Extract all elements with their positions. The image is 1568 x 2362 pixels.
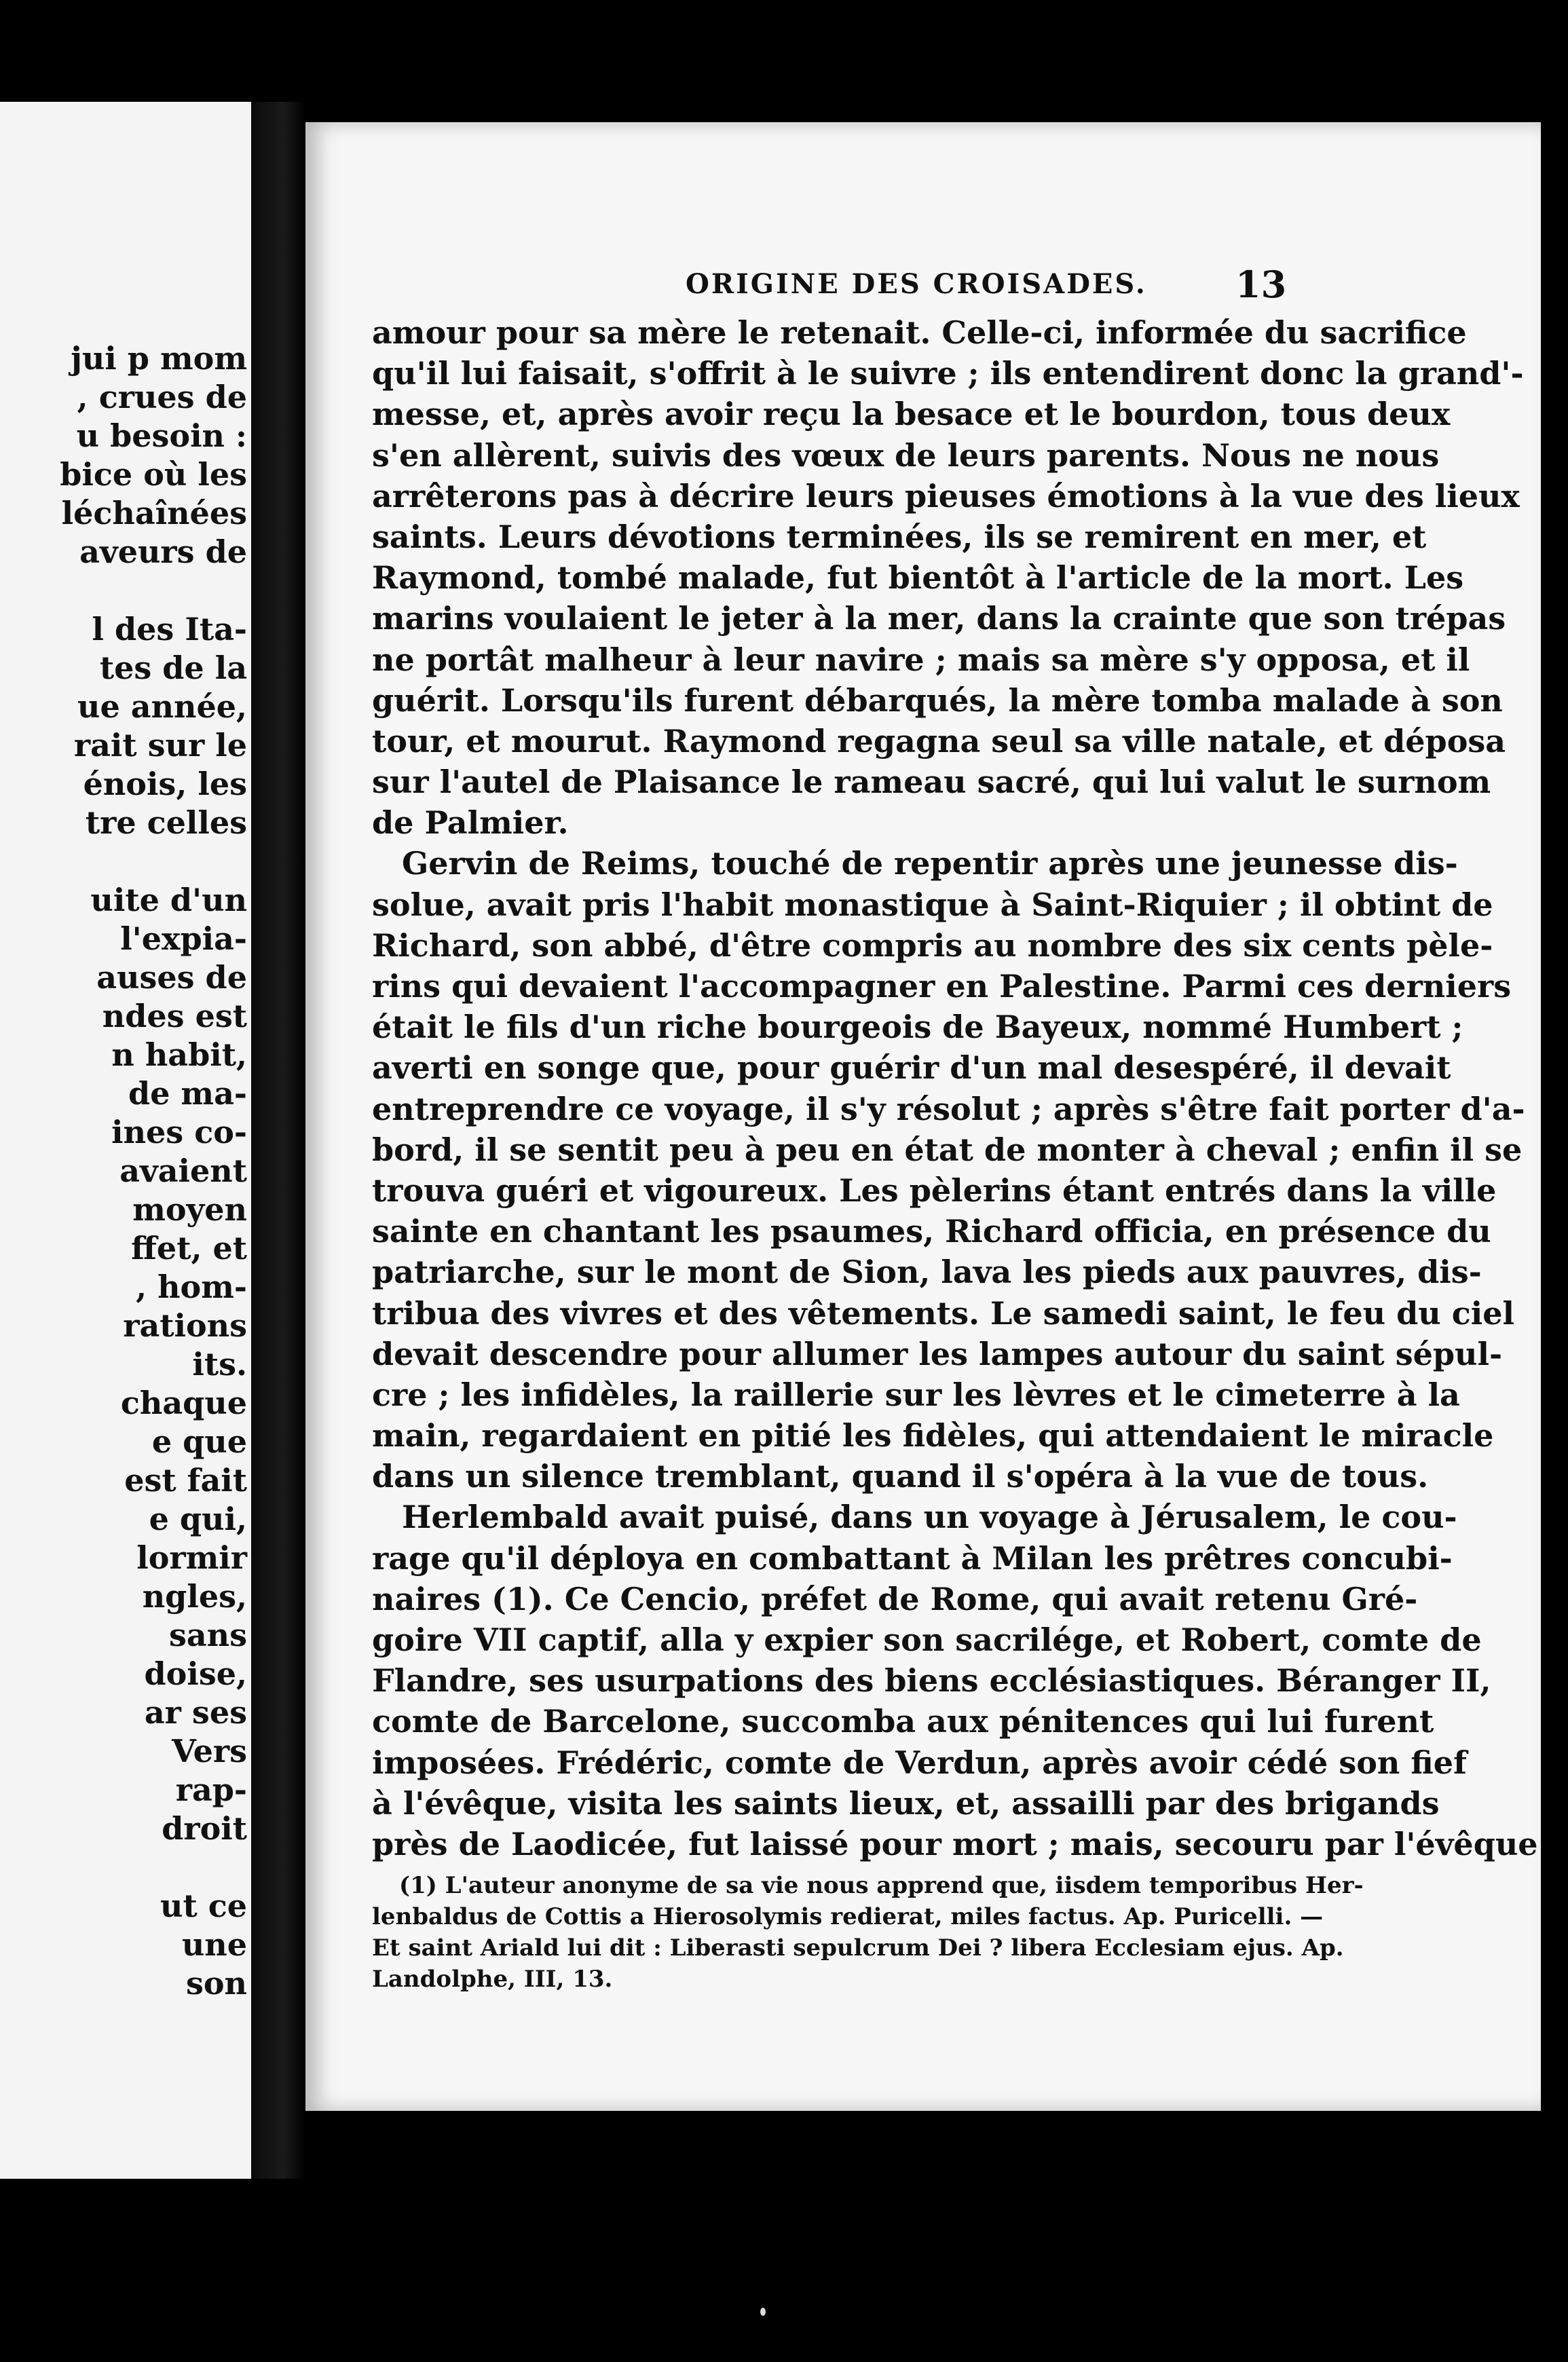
footnote-line: Et saint Ariald lui dit : Liberasti sepulcrum Dei ? libera Ecclesiam ejus. Ap. — [372, 1934, 1344, 1962]
facing-line: ar ses — [144, 1694, 247, 1731]
book-gutter — [251, 102, 305, 2179]
facing-line: ut ce — [160, 1888, 247, 1924]
text-line: tribua des vivres et des vêtements. Le samedi saint, le feu du ciel — [372, 1294, 1514, 1332]
facing-line: uite d'un — [90, 882, 247, 918]
text-line: bord, il se sentit peu à peu en état de monter à cheval ; enfin il se — [372, 1131, 1523, 1168]
facing-line: est fait — [124, 1462, 247, 1499]
text-line: goire VII captif, alla y expier son sacrilége, et Robert, comte de — [372, 1621, 1482, 1658]
facing-line: doise, — [144, 1655, 247, 1692]
facing-page — [0, 102, 251, 2179]
facing-line: énois, les — [83, 766, 247, 802]
facing-line: de ma- — [128, 1075, 247, 1112]
page-number: 13 — [1235, 263, 1287, 306]
facing-line: , crues de — [77, 379, 247, 415]
text-line: à l'évêque, visita les saints lieux, et, assailli par des brigands — [372, 1784, 1440, 1822]
footnote-line: Landolphe, III, 13. — [372, 1966, 613, 1993]
facing-line: , hom- — [136, 1269, 247, 1305]
facing-line: aveurs de — [79, 533, 247, 570]
text-line: rage qu'il déploya en combattant à Milan les prêtres concubi- — [372, 1539, 1453, 1577]
text-line: s'en allèrent, suivis des vœux de leurs parents. Nous ne nous — [372, 436, 1440, 474]
text-line: près de Laodicée, fut laissé pour mort ; mais, secouru par l'évêque — [372, 1825, 1538, 1862]
facing-line: ngles, — [142, 1578, 247, 1615]
facing-line: son — [185, 1965, 247, 2002]
facing-line: l'expia- — [120, 920, 247, 957]
book-page — [305, 122, 1541, 2111]
scan-speck — [760, 2308, 766, 2316]
facing-line: ndes est — [102, 998, 247, 1034]
facing-line: lormir — [136, 1539, 247, 1576]
facing-line: léchaînées — [61, 495, 247, 531]
body-text — [372, 312, 1538, 1864]
facing-line: n habit, — [111, 1036, 247, 1073]
facing-line — [3, 1848, 247, 1887]
text-line: imposées. Frédéric, comte de Verdun, après avoir cédé son fief — [372, 1744, 1467, 1781]
facing-line: Vers — [172, 1733, 247, 1769]
facing-line: bice où les — [60, 456, 247, 493]
text-line: trouva guéri et vigoureux. Les pèlerins étant entrés dans la ville — [372, 1171, 1497, 1209]
text-line: averti en songe que, pour guérir d'un mal desespéré, il devait — [372, 1049, 1451, 1087]
text-line: naires (1). Ce Cencio, préfet de Rome, qui avait retenu Gré- — [372, 1580, 1418, 1617]
facing-line: sans — [168, 1617, 247, 1653]
facing-line — [3, 842, 247, 881]
text-line: de Palmier. — [372, 804, 569, 842]
paragraph-start-line: Gervin de Reims, touché de repentir après une jeunesse dis- — [402, 845, 1458, 882]
text-line: main, regardaient en pitié les fidèles, qui attendaient le miracle — [372, 1417, 1494, 1455]
footnote-line: (1) L'auteur anonyme de sa vie nous apprend que, iisdem temporibus Her- — [399, 1872, 1364, 1899]
text-line: cre ; les infidèles, la raillerie sur les lèvres et le cimeterre à la — [372, 1376, 1460, 1413]
facing-line: rait sur le — [73, 727, 247, 764]
facing-line: rap- — [175, 1772, 247, 1808]
text-line: marins voulaient le jeter à la mer, dans la crainte que son trépas — [372, 600, 1506, 637]
text-line: devait descendre pour allumer les lampes autour du saint sépul- — [372, 1335, 1503, 1372]
text-line: entreprendre ce voyage, il s'y résolut ; après s'être fait porter d'a- — [372, 1090, 1525, 1127]
text-line: comte de Barcelone, succomba aux pénitences qui lui furent — [372, 1703, 1434, 1740]
text-line: saints. Leurs dévotions terminées, ils se remirent en mer, et — [372, 518, 1427, 555]
facing-line: chaque — [120, 1385, 247, 1421]
text-line: patriarche, sur le mont de Sion, lava les pieds aux pauvres, dis- — [372, 1254, 1482, 1291]
text-line: sainte en chantant les psaumes, Richard officia, en présence du — [372, 1213, 1491, 1250]
footnote-line: lenbaldus de Cottis a Hierosolymis redierat, miles factus. Ap. Puricelli. — — [372, 1903, 1324, 1930]
text-line: guérit. Lorsqu'ils furent débarqués, la mère tomba malade à son — [372, 681, 1503, 719]
facing-page-text — [3, 339, 247, 2003]
text-line: messe, et, après avoir reçu la besace et le bourdon, tous deux — [372, 396, 1451, 433]
text-line: rins qui devaient l'accompagner en Palestine. Parmi ces derniers — [372, 968, 1512, 1005]
text-line: arrêterons pas à décrire leurs pieuses émotions à la vue des lieux — [372, 477, 1520, 514]
facing-line: jui p mom — [71, 340, 247, 377]
running-head — [305, 263, 1296, 309]
facing-line: avaient — [119, 1152, 247, 1189]
text-line: Flandre, ses usurpations des biens ecclésiastiques. Béranger II, — [372, 1662, 1491, 1700]
text-line: qu'il lui faisait, s'offrit à le suivre ; ils entendirent donc la grand'- — [372, 355, 1524, 392]
text-line: ne portât malheur à leur navire ; mais sa mère s'y opposa, et il — [372, 641, 1470, 678]
facing-line: ines co- — [111, 1114, 247, 1150]
footnotes — [372, 1870, 1364, 1995]
facing-line: ffet, et — [131, 1230, 247, 1267]
facing-line: tre celles — [85, 804, 247, 841]
facing-line: droit — [162, 1810, 247, 1847]
facing-line: l des Ita- — [92, 611, 247, 648]
facing-line: rations — [123, 1307, 247, 1344]
text-line: solue, avait pris l'habit monastique à Saint-Riquier ; il obtint de — [372, 886, 1493, 923]
text-line: était le fils d'un riche bourgeois de Bayeux, nommé Humbert ; — [372, 1009, 1463, 1046]
facing-line: tes de la — [99, 650, 247, 686]
facing-line: auses de — [96, 959, 247, 996]
facing-line: its. — [192, 1346, 247, 1383]
text-line: amour pour sa mère le retenait. Celle-ci, informée du sacrifice — [372, 314, 1467, 351]
facing-line: ue année, — [77, 688, 247, 725]
facing-line: une — [181, 1926, 247, 1963]
paragraph-start-line: Herlembald avait puisé, dans un voyage à Jérusalem, le cou- — [402, 1499, 1457, 1536]
facing-line: e qui, — [149, 1501, 247, 1537]
text-line: Richard, son abbé, d'être compris au nombre des six cents pèle- — [372, 926, 1493, 964]
text-line: sur l'autel de Plaisance le rameau sacré, qui lui valut le surnom — [372, 764, 1491, 801]
text-line: tour, et mourut. Raymond regagna seul sa ville natale, et déposa — [372, 722, 1506, 760]
facing-line: moyen — [132, 1191, 247, 1228]
facing-line: u besoin : — [76, 417, 247, 454]
running-title: ORIGINE DES CROISADES. — [686, 268, 1147, 300]
text-line: dans un silence tremblant, quand il s'opéra à la vue de tous. — [372, 1458, 1429, 1495]
facing-line — [3, 571, 247, 610]
text-line: Raymond, tombé malade, fut bientôt à l'article de la mort. Les — [372, 559, 1464, 597]
facing-line: e que — [151, 1423, 247, 1460]
